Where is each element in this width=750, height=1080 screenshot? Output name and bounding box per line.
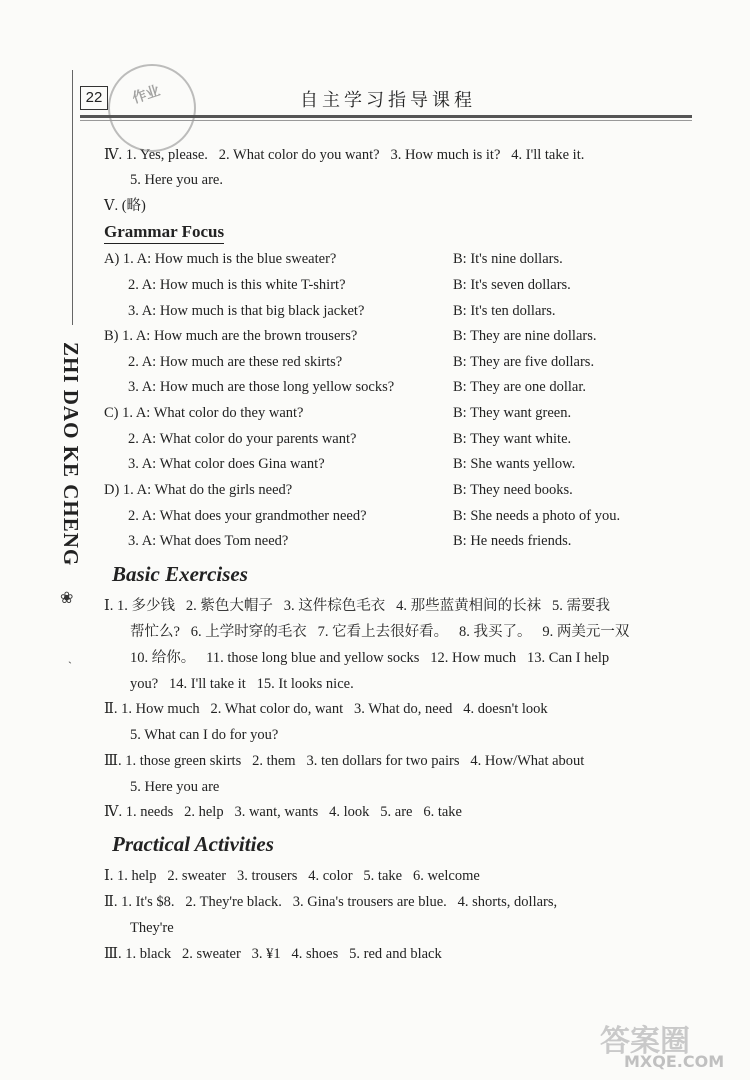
basic-line-2: 帮忙么? 6. 上学时穿的毛衣 7. 它看上去很好看。 8. 我买了。 9. 两美元一双 — [130, 624, 630, 640]
grammar-a-8: 2. A: What color do your parents want? — [128, 431, 357, 447]
stamp-text: 作业 — [130, 83, 163, 107]
page-number: 22 — [80, 86, 108, 110]
course-title: 自主学习指导课程 — [300, 90, 476, 111]
header-divider-thin — [80, 120, 692, 121]
practical-line-3: They're — [130, 920, 174, 936]
grammar-a-7: C) 1. A: What color do they want? — [104, 405, 304, 421]
practical-line-1: Ⅰ. 1. help 2. sweater 3. trousers 4. color 5. take 6. welcome — [104, 868, 480, 884]
sidebar-vertical-title: ZHI DAO KE CHENG — [59, 342, 83, 567]
grammar-a-2: 2. A: How much is this white T-shirt? — [128, 277, 346, 293]
basic-line-6: 5. What can I do for you? — [130, 727, 279, 743]
basic-line-8: 5. Here you are — [130, 779, 220, 795]
iv-line-1: Ⅳ. 1. Yes, please. 2. What color do you want? 3. How much is it? 4. I'll take it. — [104, 147, 585, 163]
basic-line-9: Ⅳ. 1. needs 2. help 3. want, wants 4. look 5. are 6. take — [104, 804, 462, 820]
grammar-a-1: A) 1. A: How much is the blue sweater? — [104, 251, 337, 267]
watermark-url: MXQE.COM — [624, 1052, 725, 1071]
grammar-b-9: B: She wants yellow. — [453, 456, 576, 472]
header-divider — [80, 115, 692, 118]
grammar-a-6: 3. A: How much are those long yellow socks? — [128, 379, 395, 395]
basic-line-4: you? 14. I'll take it 15. It looks nice. — [130, 676, 354, 692]
iv-line-2: 5. Here you are. — [130, 172, 223, 188]
watermark-logo: 答案圈 — [600, 1024, 690, 1059]
stamp-seal — [108, 64, 196, 152]
grammar-focus-title: Grammar Focus — [104, 222, 224, 244]
grammar-a-5: 2. A: How much are these red skirts? — [128, 354, 343, 370]
practical-line-2: Ⅱ. 1. It's $8. 2. They're black. 3. Gina's trousers are blue. 4. shorts, dollars, — [104, 894, 558, 910]
grammar-b-2: B: It's seven dollars. — [453, 277, 571, 293]
grammar-b-4: B: They are nine dollars. — [453, 328, 597, 344]
practical-activities-title: Practical Activities — [112, 832, 274, 856]
basic-exercises-title: Basic Exercises — [112, 562, 248, 586]
basic-line-1: Ⅰ. 1. 多少钱 2. 紫色大帽子 3. 这件棕色毛衣 4. 那些蓝黄相间的长袜 5. 需要我 — [104, 598, 610, 614]
grammar-a-12: 3. A: What does Tom need? — [128, 533, 289, 549]
grammar-b-3: B: It's ten dollars. — [453, 303, 556, 319]
practical-line-4: Ⅲ. 1. black 2. sweater 3. ¥1 4. shoes 5. red and black — [104, 946, 442, 962]
grammar-b-10: B: They need books. — [453, 482, 573, 498]
basic-line-7: Ⅲ. 1. those green skirts 2. them 3. ten dollars for two pairs 4. How/What about — [104, 753, 585, 769]
grammar-b-1: B: It's nine dollars. — [453, 251, 563, 267]
grammar-a-11: 2. A: What does your grandmother need? — [128, 508, 367, 524]
grammar-a-4: B) 1. A: How much are the brown trousers? — [104, 328, 358, 344]
flower-icon: ❀ — [60, 590, 74, 607]
grammar-b-8: B: They want white. — [453, 431, 572, 447]
basic-line-3: 10. 给你。 11. those long blue and yellow socks 12. How much 13. Can I help — [130, 650, 610, 666]
grammar-a-3: 3. A: How much is that big black jacket? — [128, 303, 365, 319]
grammar-b-11: B: She needs a photo of you. — [453, 508, 621, 524]
grammar-b-7: B: They want green. — [453, 405, 572, 421]
sidebar-line — [72, 70, 73, 325]
grammar-b-12: B: He needs friends. — [453, 533, 572, 549]
dot-mark: ˎ — [68, 650, 72, 664]
basic-line-5: Ⅱ. 1. How much 2. What color do, want 3. What do, need 4. doesn't look — [104, 701, 548, 717]
grammar-b-5: B: They are five dollars. — [453, 354, 595, 370]
v-line: Ⅴ. (略) — [104, 198, 146, 214]
grammar-b-6: B: They are one dollar. — [453, 379, 587, 395]
grammar-a-9: 3. A: What color does Gina want? — [128, 456, 325, 472]
grammar-a-10: D) 1. A: What do the girls need? — [104, 482, 293, 498]
